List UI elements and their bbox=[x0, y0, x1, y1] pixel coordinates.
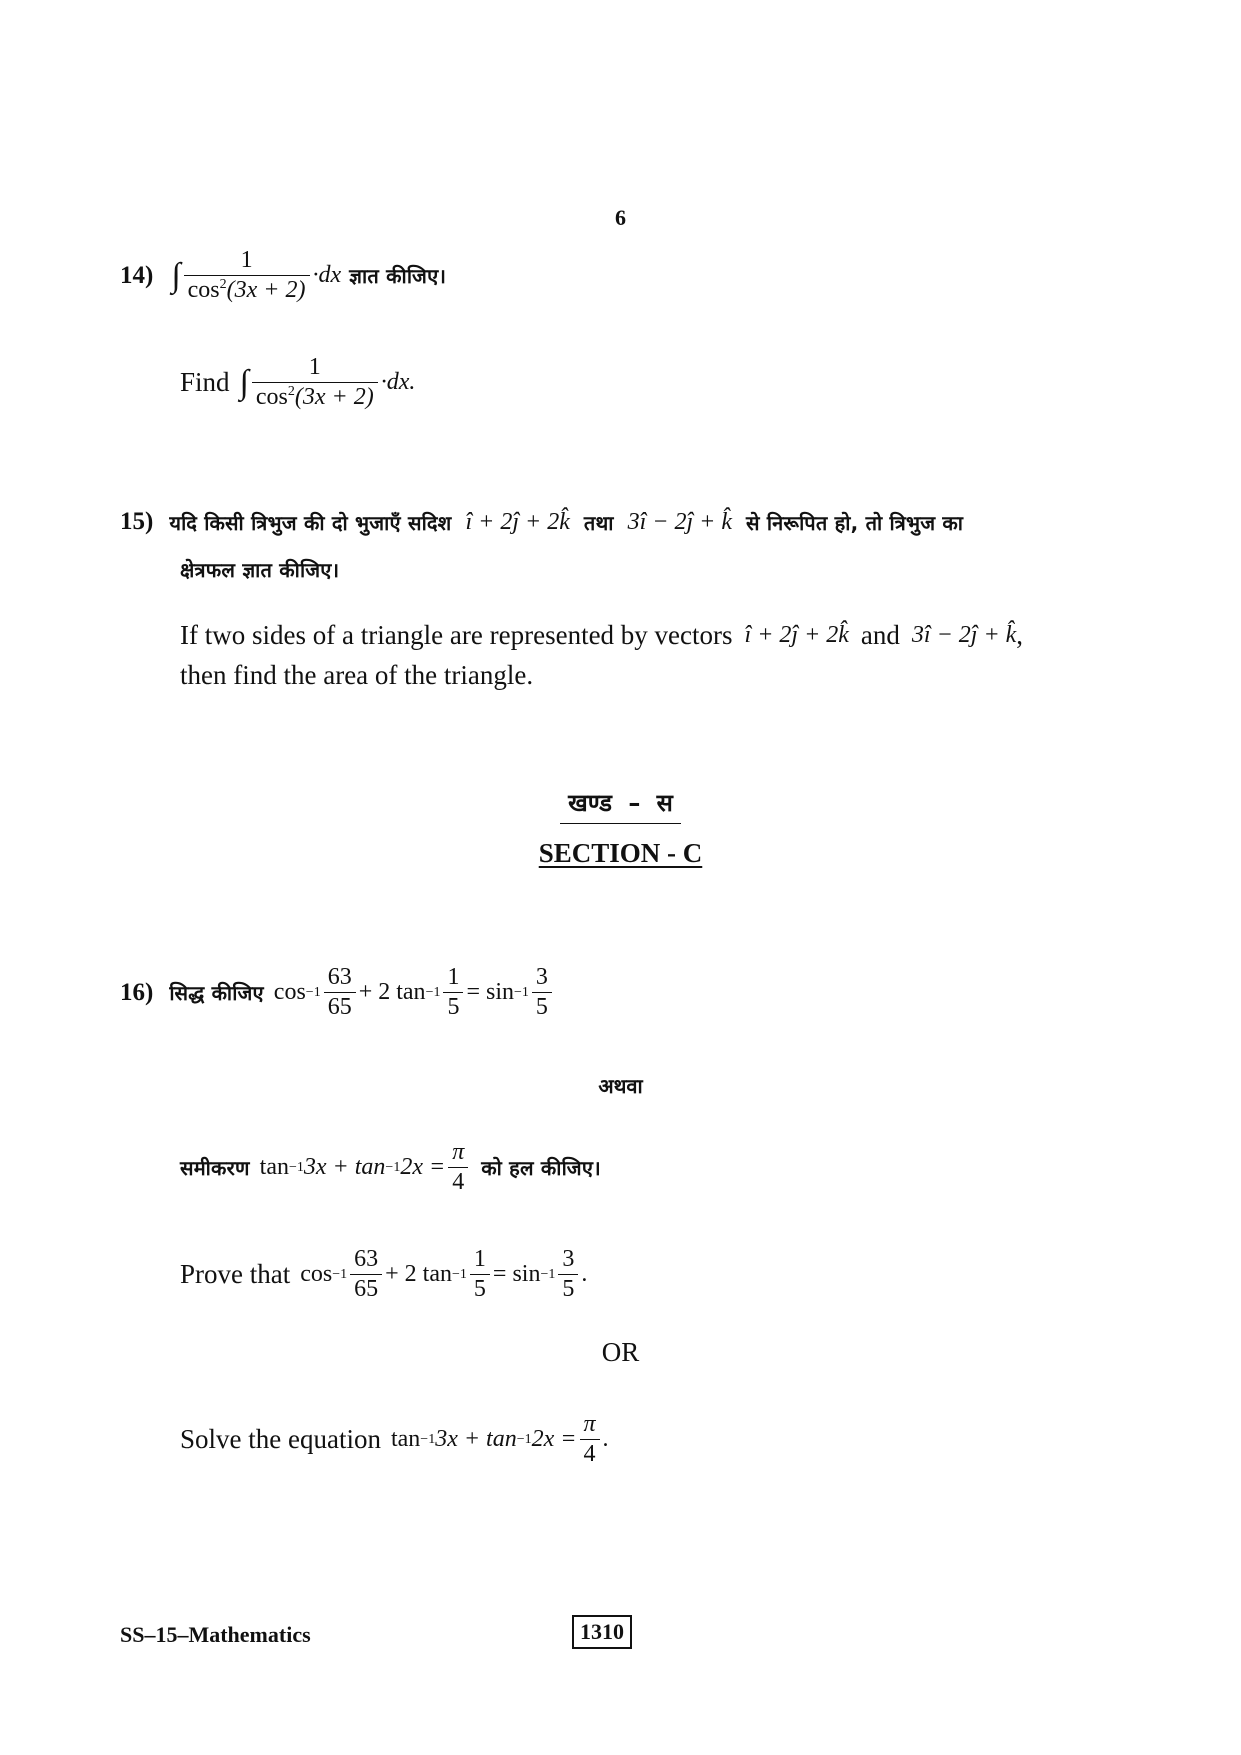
find-label: Find bbox=[180, 367, 230, 398]
q15-hindi-line2: क्षेत्रफल ज्ञात कीजिए। bbox=[180, 558, 340, 582]
section-heading-hindi: खण्ड – स bbox=[0, 786, 1241, 819]
q16-hindi-solve: समीकरण tan −1 3x + tan −1 2x = $\frac{\pi}{4}$ को हल कीजिए। bbox=[180, 1139, 601, 1196]
q16-english-prove: Prove that cos −1 $\frac{63}{65}$ + 2 tan −1 $\frac{1}{5}$ = sin −1 $\frac{3}{5}$ . bbox=[180, 1246, 588, 1303]
section-heading-english: SECTION - C bbox=[538, 838, 703, 868]
fraction: $\frac{1}{\cos^2(3x + 2)}$ bbox=[184, 248, 310, 303]
fraction: $\frac{3}{5}$ bbox=[532, 965, 552, 1020]
or-english: OR bbox=[601, 1337, 640, 1367]
q15-english-line2: then find the area of the triangle. bbox=[180, 660, 534, 690]
q16-english-solve: Solve the equation tan −1 3x + tan −1 2x = $\frac{\pi}{4}$ . bbox=[180, 1411, 609, 1468]
q15-hindi-line1: 15) यदि किसी त्रिभुज की दो भुजाएँ सदिश î + 2ĵ + 2k̂ तथा 3î − 2ĵ + k̂ से निरूपित हो, तो त्रिभुज का bbox=[120, 508, 964, 535]
footer-subject: SS–15–Mathematics bbox=[120, 1622, 311, 1647]
vector-1: î + 2ĵ + 2k̂ bbox=[465, 508, 570, 535]
question-number: 15) bbox=[120, 508, 154, 535]
fraction: $\frac{63}{65}$ bbox=[350, 1247, 382, 1302]
or-hindi: अथवा bbox=[598, 1074, 643, 1098]
hindi-instruction: ज्ञात कीजिए। bbox=[349, 264, 447, 289]
q14-hindi bbox=[120, 248, 446, 303]
page-number: 6 bbox=[615, 205, 626, 230]
fraction: $\frac{\pi}{4}$ bbox=[448, 1140, 468, 1195]
question-number: 14) bbox=[120, 261, 154, 289]
dx: ·dx. bbox=[380, 369, 416, 396]
fraction: $\frac{1}{5}$ bbox=[470, 1247, 490, 1302]
fraction: $\frac{1}{\cos^2(3x + 2)}$ bbox=[252, 355, 378, 410]
dx: ·dx bbox=[312, 262, 342, 289]
vector-1: î + 2ĵ + 2k̂ bbox=[744, 622, 849, 648]
footer-paper-code: 1310 bbox=[572, 1615, 632, 1649]
q16-hindi-prove: 16) सिद्ध कीजिए cos −1 $\frac{63}{65}$ + 2 tan −1 $\frac{1}{5}$ = sin −1 $\frac{3}{5}$ bbox=[120, 965, 555, 1020]
question-number: 16) bbox=[120, 978, 154, 1006]
q14-english bbox=[180, 355, 415, 410]
integral-sign: ∫ bbox=[171, 256, 181, 294]
q15-english-line1: If two sides of a triangle are represented by vectors î + 2ĵ + 2k̂ and 3î − 2ĵ + k̂ , bbox=[180, 620, 1024, 650]
fraction: $\frac{1}{5}$ bbox=[443, 965, 463, 1020]
fraction: $\frac{\pi}{4}$ bbox=[579, 1412, 599, 1467]
vector-2: 3î − 2ĵ + k̂ bbox=[911, 622, 1017, 648]
fraction: $\frac{63}{65}$ bbox=[324, 965, 356, 1020]
integral-sign: ∫ bbox=[239, 363, 249, 401]
vector-2: 3î − 2ĵ + k̂ bbox=[627, 508, 733, 535]
fraction: $\frac{3}{5}$ bbox=[558, 1247, 578, 1302]
